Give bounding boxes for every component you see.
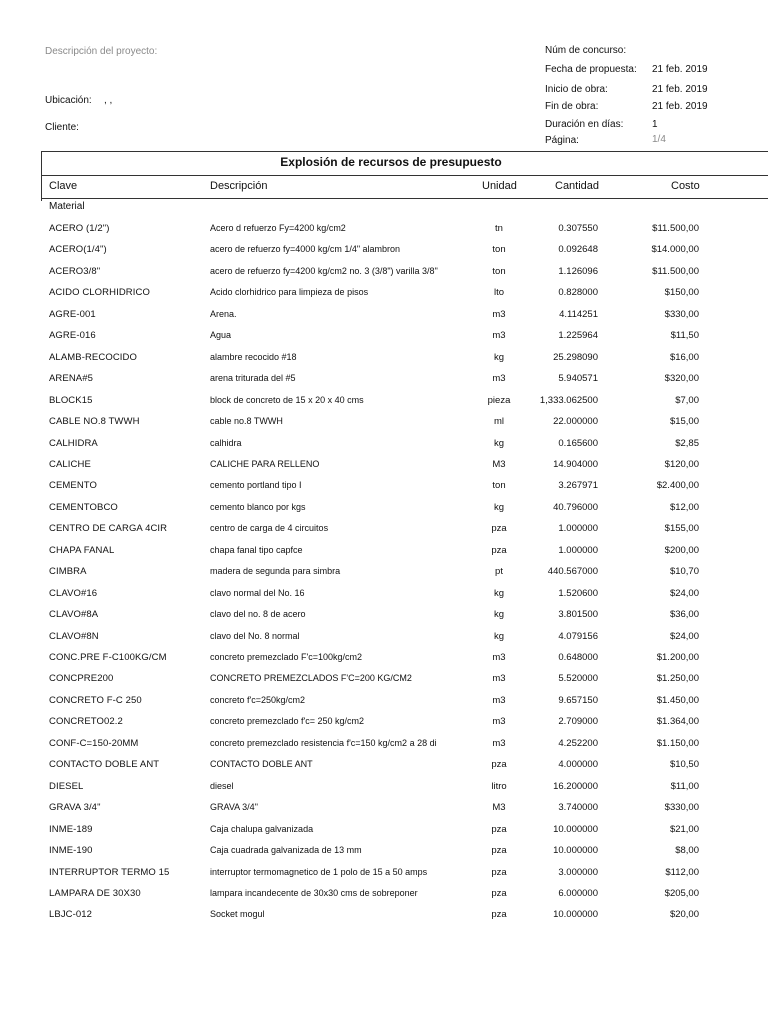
table-row bbox=[0, 373, 768, 394]
cell-clave: CEMENTOBCO bbox=[49, 501, 118, 513]
cell-clave: CLAVO#8A bbox=[49, 609, 99, 621]
cell-costo: $24,00 bbox=[669, 587, 699, 599]
table-row bbox=[0, 888, 768, 909]
cell-clave: INTERRUPTOR TERMO 15 bbox=[49, 866, 170, 878]
cell-cantidad: 4.000000 bbox=[558, 759, 598, 771]
cell-unidad: pt bbox=[495, 566, 503, 578]
cell-clave: GRAVA 3/4" bbox=[49, 802, 101, 814]
cell-clave: CIMBRA bbox=[49, 566, 87, 578]
cell-descripcion: acero de refuerzo fy=4200 kg/cm2 no. 3 (3/8") varilla 3/8" bbox=[210, 265, 438, 276]
table-row bbox=[0, 652, 768, 673]
table-row bbox=[0, 266, 768, 287]
cell-descripcion: acero de refuerzo fy=4000 kg/cm 1/4" alambron bbox=[210, 244, 401, 255]
cell-cantidad: 16.200000 bbox=[553, 780, 598, 792]
cell-cantidad: 10.000000 bbox=[553, 823, 598, 835]
cell-costo: $200,00 bbox=[664, 544, 699, 556]
table-row bbox=[0, 545, 768, 566]
cell-clave: CLAVO#16 bbox=[49, 587, 98, 599]
cell-descripcion: Agua bbox=[210, 330, 232, 341]
cell-costo: $36,00 bbox=[669, 609, 699, 621]
cell-clave: ACERO(1/4") bbox=[49, 244, 107, 256]
cell-clave: CONTACTO DOBLE ANT bbox=[49, 759, 160, 771]
header-divider bbox=[41, 198, 768, 199]
table-row bbox=[0, 802, 768, 823]
cell-descripcion: CONCRETO PREMEZCLADOS F'C=200 KG/CM2 bbox=[210, 673, 412, 684]
cell-clave: CALHIDRA bbox=[49, 437, 98, 449]
cell-unidad: m3 bbox=[492, 737, 506, 749]
cell-clave: AGRE-016 bbox=[49, 330, 96, 342]
cell-descripcion: lampara incandecente de 30x30 cms de sobreponer bbox=[210, 887, 418, 898]
table-row bbox=[0, 287, 768, 308]
cell-unidad: pza bbox=[491, 909, 507, 921]
table-row bbox=[0, 480, 768, 501]
cell-costo: $11,00 bbox=[670, 780, 699, 792]
cell-cantidad: 1,333.062500 bbox=[539, 394, 598, 406]
cell-costo: $112,00 bbox=[665, 866, 699, 878]
cell-clave: DIESEL bbox=[49, 780, 84, 792]
title-divider bbox=[41, 175, 768, 176]
cell-costo: $1.364,00 bbox=[656, 716, 699, 728]
cell-unidad: kg bbox=[493, 501, 505, 513]
cell-descripcion: madera de segunda para simbra bbox=[210, 566, 341, 577]
client-label: Cliente: bbox=[45, 122, 79, 133]
cell-unidad: m3 bbox=[492, 308, 506, 320]
start-date-value: 21 feb. 2019 bbox=[652, 84, 708, 95]
table-row bbox=[0, 566, 768, 587]
cell-costo: $11.500,00 bbox=[652, 223, 699, 234]
cell-descripcion: alambre recocido #18 bbox=[210, 351, 297, 362]
table-row bbox=[0, 416, 768, 437]
cell-costo: $2.400,00 bbox=[656, 480, 699, 492]
cell-descripcion: cemento blanco por kgs bbox=[210, 501, 306, 512]
cell-descripcion: concreto premezclado f'c= 250 kg/cm2 bbox=[210, 716, 365, 727]
cell-cantidad: 4.114251 bbox=[559, 308, 598, 320]
cell-descripcion: concreto premezclado F'c=100kg/cm2 bbox=[210, 652, 363, 662]
cell-descripcion: clavo normal del No. 16 bbox=[210, 587, 305, 598]
cell-cantidad: 0.828000 bbox=[558, 287, 598, 299]
location-label: Ubicación: bbox=[45, 95, 92, 106]
cell-unidad: M3 bbox=[492, 802, 506, 814]
proposal-date-value: 21 feb. 2019 bbox=[652, 64, 708, 75]
cell-clave: ACIDO CLORHIDRICO bbox=[49, 287, 150, 299]
table-row bbox=[0, 909, 768, 930]
cell-descripcion: Arena. bbox=[210, 308, 237, 319]
project-description-label: Descripción del proyecto: bbox=[45, 46, 158, 57]
cell-clave: LAMPARA DE 30X30 bbox=[49, 887, 141, 899]
cell-unidad: pza bbox=[491, 523, 507, 535]
cell-clave: AGRE-001 bbox=[49, 308, 96, 320]
location-value: , , bbox=[104, 95, 113, 106]
cell-unidad: kg bbox=[493, 437, 505, 449]
cell-costo: $16,00 bbox=[669, 351, 699, 363]
cell-cantidad: 3.267971 bbox=[558, 480, 598, 492]
cell-costo: $330,00 bbox=[664, 802, 699, 814]
cell-unidad: kg bbox=[493, 587, 505, 599]
cell-costo: $1.250,00 bbox=[656, 673, 699, 685]
cell-cantidad: 25.298090 bbox=[553, 351, 598, 363]
table-row bbox=[0, 395, 768, 416]
cell-unidad: pza bbox=[491, 544, 507, 556]
cell-descripcion: chapa fanal tipo capfce bbox=[210, 544, 303, 555]
cell-clave: CABLE NO.8 TWWH bbox=[49, 416, 140, 428]
table-row bbox=[0, 673, 768, 694]
end-date-label: Fin de obra: bbox=[545, 101, 599, 112]
cell-cantidad: 1.225964 bbox=[558, 330, 598, 342]
cell-descripcion: Acido clorhidrico para limpieza de pisos bbox=[210, 287, 369, 298]
page-label: Página: bbox=[545, 135, 579, 146]
cell-cantidad: 1.000000 bbox=[558, 523, 598, 535]
cell-clave: CHAPA FANAL bbox=[49, 544, 115, 556]
cell-unidad: pza bbox=[491, 823, 507, 835]
cell-cantidad: 440.567000 bbox=[547, 566, 598, 578]
cell-cantidad: 40.796000 bbox=[553, 501, 598, 513]
table-row bbox=[0, 459, 768, 480]
cell-cantidad: 9.657150 bbox=[558, 694, 598, 706]
cell-clave: ACERO (1/2") bbox=[49, 223, 110, 234]
cell-cantidad: 1.126096 bbox=[558, 265, 598, 277]
column-header-costo: Costo bbox=[671, 180, 700, 192]
table-row bbox=[0, 867, 768, 888]
cell-cantidad: 3.801500 bbox=[558, 609, 598, 621]
table-row bbox=[0, 223, 768, 244]
duration-label: Duración en días: bbox=[545, 119, 624, 130]
cell-descripcion: cemento portland tipo I bbox=[210, 480, 302, 491]
cell-cantidad: 22.000000 bbox=[553, 416, 598, 428]
cell-cantidad: 2.709000 bbox=[558, 716, 598, 728]
cell-clave: CONC.PRE F-C100KG/CM bbox=[49, 652, 167, 663]
cell-cantidad: 1.000000 bbox=[558, 544, 598, 556]
column-header-clave: Clave bbox=[49, 180, 78, 192]
cell-unidad: m3 bbox=[492, 373, 506, 385]
cell-unidad: lto bbox=[493, 287, 505, 299]
column-header-descripcion: Descripción bbox=[210, 180, 268, 192]
cell-clave: ALAMB-RECOCIDO bbox=[49, 351, 137, 363]
cell-clave: BLOCK15 bbox=[49, 394, 93, 406]
cell-unidad: ton bbox=[492, 244, 506, 256]
cell-descripcion: concreto f'c=250kg/cm2 bbox=[210, 694, 306, 705]
cell-unidad: m3 bbox=[492, 673, 506, 685]
cell-cantidad: 0.165600 bbox=[558, 437, 598, 449]
table-row bbox=[0, 759, 768, 780]
cell-cantidad: 0.307550 bbox=[558, 223, 598, 234]
cell-descripcion: interruptor termomagnetico de 1 polo de 15 a 50 amps bbox=[210, 866, 428, 877]
cell-costo: $10,50 bbox=[669, 759, 699, 771]
start-date-label: Inicio de obra: bbox=[545, 84, 608, 95]
cell-costo: $1.150,00 bbox=[656, 737, 699, 749]
cell-costo: $12,00 bbox=[669, 501, 699, 513]
cell-cantidad: 6.000000 bbox=[558, 887, 598, 899]
cell-costo: $20,00 bbox=[669, 909, 699, 921]
cell-costo: $24,00 bbox=[669, 630, 699, 642]
cell-descripcion: cable no.8 TWWH bbox=[210, 416, 283, 427]
table-row bbox=[0, 244, 768, 265]
table-row bbox=[0, 609, 768, 630]
cell-unidad: kg bbox=[493, 609, 505, 621]
cell-unidad: tn bbox=[495, 223, 503, 234]
cell-unidad: pieza bbox=[487, 394, 511, 406]
cell-cantidad: 0.648000 bbox=[558, 652, 598, 663]
table-row bbox=[0, 523, 768, 544]
group-label: Material bbox=[49, 201, 85, 212]
cell-unidad: pza bbox=[491, 866, 507, 878]
cell-costo: $320,00 bbox=[664, 373, 699, 385]
cell-cantidad: 10.000000 bbox=[553, 845, 598, 857]
cell-descripcion: block de concreto de 15 x 20 x 40 cms bbox=[210, 394, 364, 405]
cell-cantidad: 1.520600 bbox=[558, 587, 598, 599]
cell-costo: $155,00 bbox=[664, 523, 699, 535]
cell-clave: CONCPRE200 bbox=[49, 673, 114, 685]
cell-unidad: litro bbox=[491, 780, 507, 792]
cell-clave: CALICHE bbox=[49, 458, 91, 470]
cell-descripcion: diesel bbox=[210, 780, 234, 791]
duration-value: 1 bbox=[652, 119, 658, 130]
cell-descripcion: arena triturada del #5 bbox=[210, 373, 296, 384]
cell-clave: CENTRO DE CARGA 4CIR bbox=[49, 523, 168, 535]
cell-costo: $150,00 bbox=[664, 287, 699, 299]
cell-unidad: M3 bbox=[492, 458, 506, 470]
cell-cantidad: 4.079156 bbox=[558, 630, 598, 642]
cell-descripcion: concreto premezclado resistencia f'c=150 kg/cm2 a 28 di bbox=[210, 737, 437, 748]
cell-unidad: ton bbox=[492, 480, 506, 492]
cell-costo: $120,00 bbox=[664, 458, 699, 470]
table-row bbox=[0, 695, 768, 716]
cell-costo: $7,00 bbox=[675, 394, 699, 406]
cell-clave: CEMENTO bbox=[49, 480, 98, 492]
table-row bbox=[0, 845, 768, 866]
end-date-value: 21 feb. 2019 bbox=[652, 101, 708, 112]
cell-costo: $330,00 bbox=[664, 308, 699, 320]
cell-clave: CONCRETO02.2 bbox=[49, 716, 123, 728]
cell-clave: LBJC-012 bbox=[49, 909, 93, 921]
cell-clave: CONF-C=150-20MM bbox=[49, 737, 139, 749]
cell-cantidad: 14.904000 bbox=[553, 458, 598, 470]
cell-unidad: m3 bbox=[492, 694, 506, 706]
cell-descripcion: clavo del no. 8 de acero bbox=[210, 609, 306, 620]
cell-costo: $2,85 bbox=[675, 437, 699, 449]
cell-costo: $8,00 bbox=[675, 845, 699, 857]
cell-costo: $1.200,00 bbox=[656, 652, 699, 663]
cell-clave: INME-189 bbox=[49, 823, 93, 835]
cell-unidad: m3 bbox=[492, 652, 506, 663]
table-row bbox=[0, 502, 768, 523]
cell-cantidad: 5.520000 bbox=[558, 673, 598, 685]
cell-costo: $10,70 bbox=[669, 566, 699, 578]
table-row bbox=[0, 309, 768, 330]
cell-cantidad: 3.740000 bbox=[558, 802, 598, 814]
cell-clave: ARENA#5 bbox=[49, 373, 93, 385]
cell-cantidad: 3.000000 bbox=[558, 866, 598, 878]
cell-unidad: pza bbox=[491, 887, 507, 899]
cell-descripcion: GRAVA 3/4" bbox=[210, 802, 258, 813]
cell-unidad: kg bbox=[493, 351, 505, 363]
cell-unidad: m3 bbox=[492, 330, 506, 342]
proposal-date-label: Fecha de propuesta: bbox=[545, 64, 637, 75]
page-number: 1/4 bbox=[652, 134, 666, 145]
cell-descripcion: Caja cuadrada galvanizada de 13 mm bbox=[210, 845, 362, 856]
report-title: Explosión de recursos de presupuesto bbox=[280, 155, 502, 169]
cell-descripcion: CALICHE PARA RELLENO bbox=[210, 458, 320, 469]
cell-costo: $11.500,00 bbox=[652, 265, 699, 277]
cell-costo: $11,50 bbox=[670, 330, 699, 342]
cell-unidad: pza bbox=[491, 759, 507, 771]
cell-clave: CLAVO#8N bbox=[49, 630, 99, 642]
table-row bbox=[0, 738, 768, 759]
cell-clave: INME-190 bbox=[49, 845, 93, 857]
cell-cantidad: 5.940571 bbox=[558, 373, 598, 385]
cell-costo: $205,00 bbox=[664, 887, 699, 899]
cell-cantidad: 10.000000 bbox=[553, 909, 598, 921]
cell-descripcion: centro de carga de 4 circuitos bbox=[210, 523, 329, 534]
cell-unidad: m3 bbox=[492, 716, 506, 728]
table-row bbox=[0, 438, 768, 459]
table-row bbox=[0, 824, 768, 845]
cell-unidad: pza bbox=[491, 845, 507, 857]
cell-cantidad: 4.252200 bbox=[558, 737, 598, 749]
table-row bbox=[0, 781, 768, 802]
table-row bbox=[0, 330, 768, 351]
cell-unidad: ton bbox=[492, 265, 506, 277]
cell-clave: ACERO3/8" bbox=[49, 265, 101, 277]
column-header-cantidad: Cantidad bbox=[555, 180, 600, 192]
cell-costo: $1.450,00 bbox=[656, 694, 699, 706]
column-header-unidad: Unidad bbox=[482, 180, 517, 192]
table-row bbox=[0, 352, 768, 373]
cell-descripcion: Socket mogul bbox=[210, 909, 265, 920]
cell-descripcion: calhidra bbox=[210, 437, 242, 448]
cell-costo: $15,00 bbox=[669, 416, 699, 428]
cell-descripcion: Acero d refuerzo Fy=4200 kg/cm2 bbox=[210, 223, 346, 233]
cell-descripcion: CONTACTO DOBLE ANT bbox=[210, 759, 313, 770]
cell-descripcion: clavo del No. 8 normal bbox=[210, 630, 300, 641]
cell-unidad: kg bbox=[493, 630, 505, 642]
cell-cantidad: 0.092648 bbox=[558, 244, 598, 256]
table-row bbox=[0, 716, 768, 737]
cell-descripcion: Caja chalupa galvanizada bbox=[210, 823, 314, 834]
cell-costo: $14.000,00 bbox=[651, 244, 699, 256]
table-row bbox=[0, 588, 768, 609]
contest-number-label: Núm de concurso: bbox=[545, 45, 627, 56]
cell-costo: $21,00 bbox=[669, 823, 699, 835]
cell-clave: CONCRETO F-C 250 bbox=[49, 694, 142, 706]
table-row bbox=[0, 631, 768, 652]
cell-unidad: ml bbox=[493, 416, 505, 428]
